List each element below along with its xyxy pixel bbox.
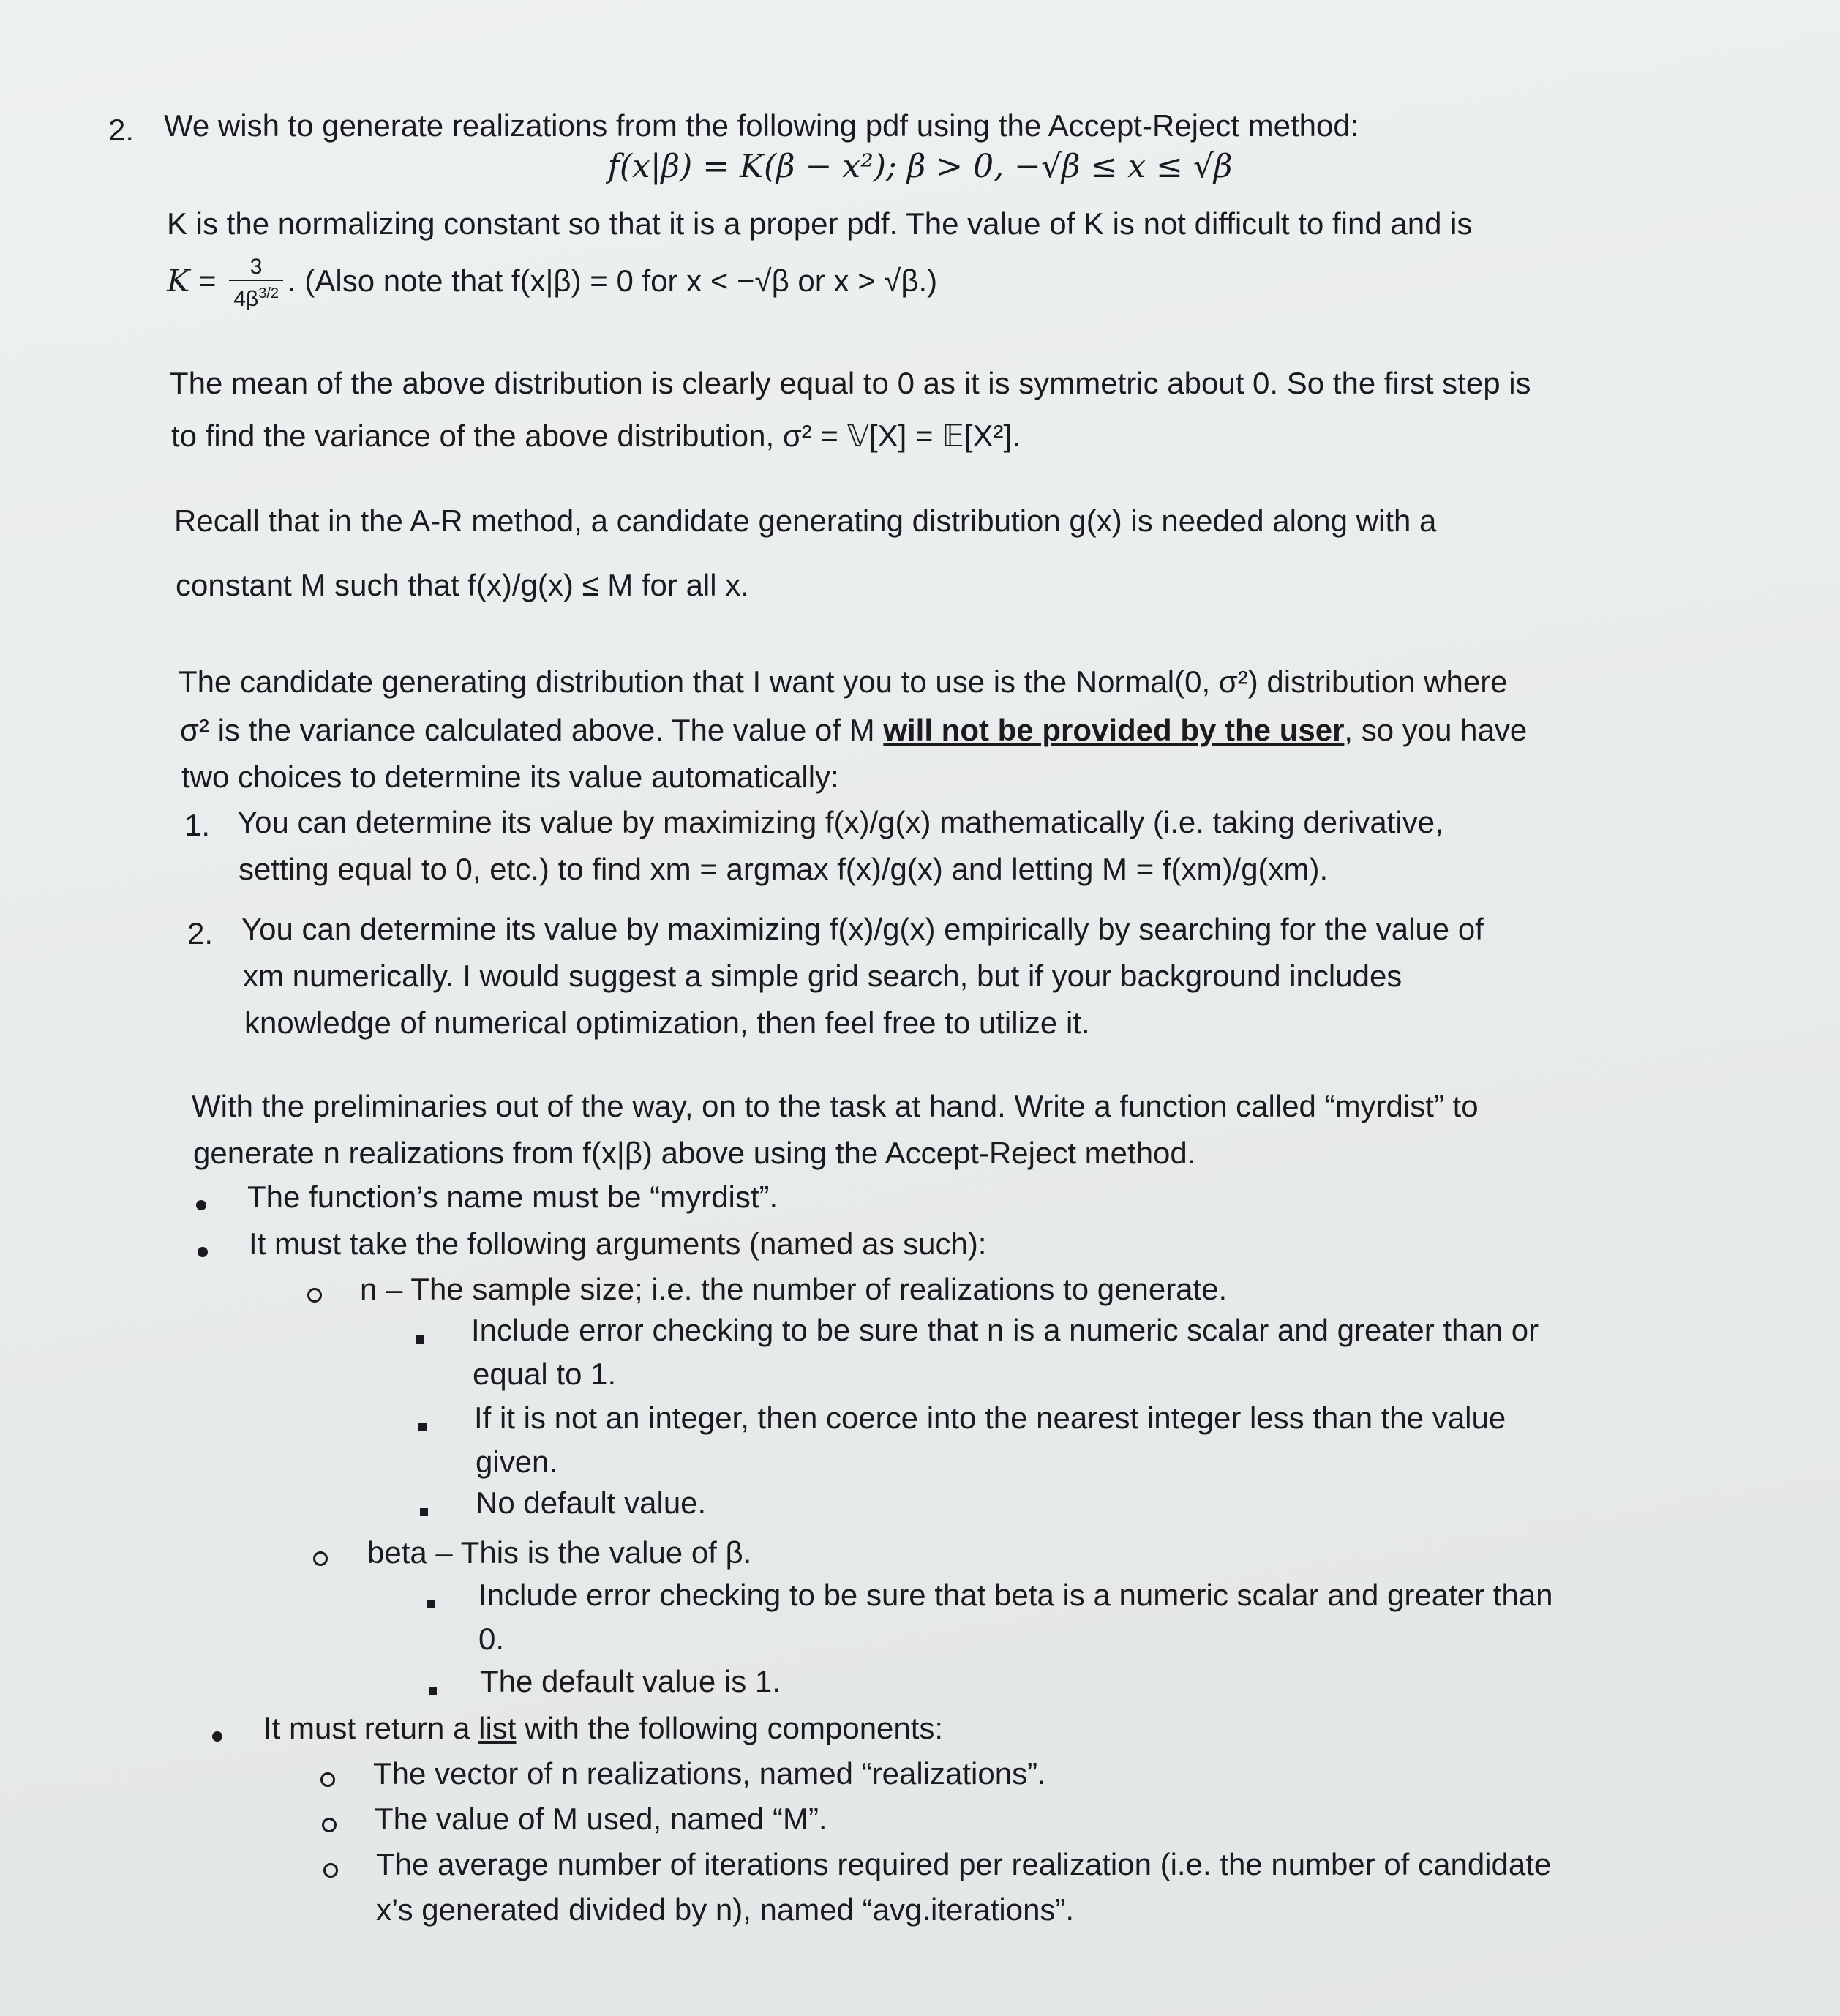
- k-note: (Also note that f(x|β) = 0 for x < −√β or x > √β.): [304, 263, 938, 299]
- square-bullet-beta-2: [429, 1661, 437, 1708]
- k-fraction: $\frac{3}{4\beta^{3/2}}$: [229, 255, 283, 312]
- bullet-3-text: [263, 1705, 943, 1752]
- ring-bullet-beta: [313, 1532, 328, 1579]
- square-bullet-n-2: [418, 1398, 427, 1444]
- problem-number: 2.: [108, 113, 135, 147]
- choice-1-number: 1.: [184, 808, 211, 842]
- bullet-3-a: It must return a: [263, 1711, 479, 1745]
- return-3-line-1: The average number of iterations required per realization (i.e. the number of candidate: [376, 1847, 1552, 1881]
- k-line-1: K is the normalizing constant so that it is a proper pdf. The value of K is not difficult to find and is: [167, 206, 1473, 241]
- square-bullet-n-3: [420, 1483, 428, 1529]
- choice-2-line-2: xm numerically. I would suggest a simple grid search, but if your background includes: [243, 959, 1402, 993]
- choice-2-line-3: knowledge of numerical optimization, then feel free to utilize it.: [244, 1005, 1090, 1040]
- candidate-line-2-a: σ² is the variance calculated above. The value of M: [180, 713, 884, 747]
- task-line-1: With the preliminaries out of the way, on to the task at hand. Write a function called “myrdist” to: [192, 1089, 1479, 1123]
- candidate-line-2-c: , so you have: [1344, 713, 1528, 747]
- choice-2-number: 2.: [187, 916, 214, 951]
- bullet-dot-2: [198, 1224, 208, 1270]
- bullet-3-list-word: list: [478, 1711, 517, 1745]
- n-rule-1-line-1: Include error checking to be sure that n is a numeric scalar and greater than or: [471, 1313, 1539, 1347]
- beta-rule-1-line-2: 0.: [478, 1622, 505, 1656]
- candidate-line-1: The candidate generating distribution that I want you to use is the Normal(0, σ²) distribution where: [179, 664, 1508, 699]
- recall-line-2: constant M such that f(x)/g(x) ≤ M for all x.: [176, 568, 749, 602]
- return-1: The vector of n realizations, named “realizations”.: [373, 1756, 1046, 1791]
- bullet-3-c: with the following components:: [516, 1711, 944, 1745]
- ring-bullet-ret-2: [322, 1799, 337, 1845]
- ring-bullet-ret-3: [323, 1844, 338, 1891]
- choice-2-line-1: You can determine its value by maximizing f(x)/g(x) empirically by searching for the value of: [241, 912, 1484, 946]
- n-rule-2-line-2: given.: [476, 1444, 558, 1479]
- task-line-2: generate n realizations from f(x|β) above using the Accept-Reject method.: [193, 1136, 1196, 1170]
- beta-rule-2: The default value is 1.: [480, 1664, 781, 1698]
- mean-line-1: The mean of the above distribution is clearly equal to 0 as it is symmetric about 0. So the first step is: [170, 366, 1531, 400]
- intro-text: We wish to generate realizations from the following pdf using the Accept-Reject method:: [164, 108, 1359, 143]
- ring-bullet-ret-1: [320, 1753, 335, 1800]
- candidate-line-2: [180, 707, 1527, 754]
- n-rule-1-line-2: equal to 1.: [473, 1357, 617, 1391]
- choice-1-line-1: You can determine its value by maximizing f(x)/g(x) mathematically (i.e. taking derivative,: [237, 805, 1443, 839]
- bullet-1-text: The function’s name must be “myrdist”.: [247, 1180, 778, 1214]
- mean-line-2: to find the variance of the above distribution, σ² = 𝕍[X] = 𝔼[X²].: [171, 419, 1021, 453]
- bullet-2-text: It must take the following arguments (named as such):: [249, 1226, 987, 1261]
- candidate-emphasis: will not be provided by the user: [883, 713, 1345, 747]
- candidate-line-3: two choices to determine its value automatically:: [181, 760, 839, 794]
- recall-line-1: Recall that in the A-R method, a candidate generating distribution g(x) is needed along with a: [174, 503, 1437, 538]
- k-line-2: K = $\frac{3}{4\beta^{3/2}}$ . (Also note that f(x|β) = 0 for x < −√β or x > √β.): [167, 255, 938, 311]
- arg-beta-text: beta – This is the value of β.: [367, 1535, 752, 1570]
- square-bullet-beta-1: [427, 1575, 435, 1622]
- arg-n-text: n – The sample size; i.e. the number of realizations to generate.: [360, 1272, 1228, 1306]
- n-rule-3: No default value.: [476, 1485, 707, 1520]
- pdf-equation: f(x|β) = K(β − x²); β > 0, −√β ≤ x ≤ √β: [607, 148, 1233, 185]
- square-bullet-n-1: [416, 1310, 424, 1357]
- bullet-dot-3: [212, 1708, 222, 1755]
- choice-1-line-2: setting equal to 0, etc.) to find xm = argmax f(x)/g(x) and letting M = f(xm)/g(xm).: [239, 852, 1329, 886]
- beta-rule-1-line-1: Include error checking to be sure that beta is a numeric scalar and greater than: [478, 1578, 1553, 1612]
- return-2: The value of M used, named “M”.: [375, 1802, 827, 1836]
- ring-bullet-n: [307, 1269, 322, 1316]
- return-3-line-2: x’s generated divided by n), named “avg.iterations”.: [376, 1892, 1075, 1927]
- n-rule-2-line-1: If it is not an integer, then coerce into the nearest integer less than the value: [474, 1401, 1506, 1435]
- bullet-dot-1: [196, 1177, 206, 1224]
